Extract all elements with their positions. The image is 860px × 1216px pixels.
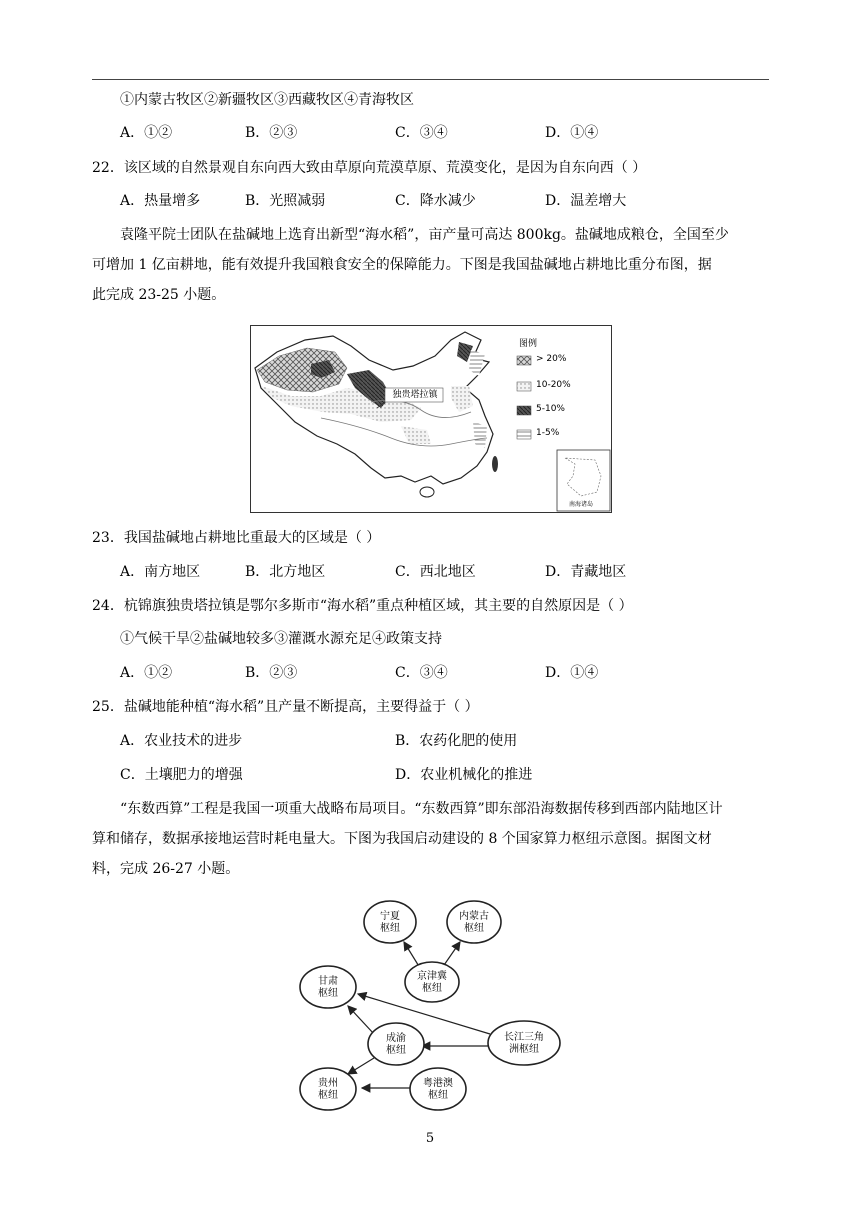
q24-option-d: D．①④ [545, 665, 599, 681]
node-neimenggu-label: 内蒙古 枢纽 [459, 911, 489, 934]
legend-item-1-5: 1-5% [536, 428, 560, 438]
intro-paragraph-2 [92, 794, 769, 884]
legend-title: 图例 [519, 339, 538, 349]
computing-hub-diagram [296, 898, 576, 1116]
q22-option-c: C．降水减少 [395, 193, 476, 209]
page-number: 5 [425, 1131, 435, 1146]
arrow-chengyu-gansu [348, 1006, 374, 1034]
q21-option-a: A．①② [120, 125, 173, 141]
q22-stem: 22．该区域的自然景观自东向西大致由草原向荒漠草原、荒漠变化，是因为自东向西（ ） [92, 160, 647, 176]
map-place-label: 独贵塔拉镇 [392, 390, 438, 400]
q24-option-a: A．①② [120, 665, 173, 681]
q22-option-b: B．光照减弱 [245, 193, 326, 209]
q22-option-d: D．温差增大 [545, 193, 627, 209]
intro-paragraph-1 [92, 220, 769, 310]
q23-stem: 23．我国盐碱地占耕地比重最大的区域是（ ） [92, 530, 381, 546]
q21-items: ①内蒙古牧区②新疆牧区③西藏牧区④青海牧区 [120, 92, 414, 108]
legend-item-gt20: > 20% [536, 354, 567, 364]
q23-option-a: A．南方地区 [120, 564, 201, 580]
arrow-chengyu-guizhou [348, 1058, 374, 1074]
q24-stem: 24．杭锦旗独贵塔拉镇是鄂尔多斯市“海水稻”重点种植区域，其主要的自然原因是（ ） [92, 598, 633, 614]
arrow-jingjinji-ningxia [404, 942, 420, 968]
intro1-line2: 可增加 1 亿亩耕地，能有效提升我国粮食安全的保障能力。下图是我国盐碱地占耕地比重分布图，据 [92, 257, 712, 273]
q25-option-c: C．土壤肥力的增强 [120, 767, 243, 783]
q24-option-c: C．③④ [395, 665, 448, 681]
node-ningxia-label: 宁夏 枢纽 [380, 911, 400, 934]
q23-option-c: C．西北地区 [395, 564, 476, 580]
intro2-line1: “东数西算”工程是我国一项重大战略布局项目。“东数西算”即东部沿海数据传移到西部内陆地区计 [120, 801, 723, 817]
node-changjiang-label: 长江三角 洲枢纽 [504, 1032, 544, 1055]
q25-option-b: B．农药化肥的使用 [395, 733, 518, 749]
q23-option-b: B．北方地区 [245, 564, 326, 580]
saline-land-map [250, 325, 612, 513]
node-jingjinji-label: 京津冀 枢纽 [417, 971, 447, 994]
q21-option-c: C．③④ [395, 125, 448, 141]
node-yuegangao-label: 粤港澳 枢纽 [423, 1078, 453, 1101]
header-rule [92, 79, 769, 80]
intro2-line2: 算和储存，数据承接地运营时耗电量大。下图为我国启动建设的 8 个国家算力枢纽示意图。据图文材 [92, 831, 712, 847]
q22-option-a: A．热量增多 [120, 193, 201, 209]
inset-label: 南海诸岛 [569, 501, 594, 508]
node-gansu-label: 甘肃 枢纽 [318, 976, 338, 999]
q24-items: ①气候干旱②盐碱地较多③灌溉水源充足④政策支持 [120, 631, 442, 647]
legend-item-5-10: 5-10% [536, 404, 565, 414]
q23-option-d: D．青藏地区 [545, 564, 627, 580]
q21-option-d: D．①④ [545, 125, 599, 141]
q24-option-b: B．②③ [245, 665, 298, 681]
intro2-line3: 料，完成 26-27 小题。 [92, 861, 240, 877]
intro1-line1: 袁隆平院士团队在盐碱地上选育出新型“海水稻”，亩产量可高达 800kg。盐碱地成粮仓，全国至少 [120, 227, 729, 243]
node-chengyu-label: 成渝 枢纽 [386, 1033, 406, 1056]
q21-option-b: B．②③ [245, 125, 298, 141]
node-guizhou-label: 贵州 枢纽 [318, 1078, 338, 1101]
legend-item-10-20: 10-20% [536, 380, 571, 390]
q25-option-a: A．农业技术的进步 [120, 733, 243, 749]
intro1-line3: 此完成 23-25 小题。 [92, 287, 226, 303]
q25-option-d: D．农业机械化的推进 [395, 767, 533, 783]
q25-stem: 25．盐碱地能种植“海水稻”且产量不断提高，主要得益于（ ） [92, 699, 479, 715]
